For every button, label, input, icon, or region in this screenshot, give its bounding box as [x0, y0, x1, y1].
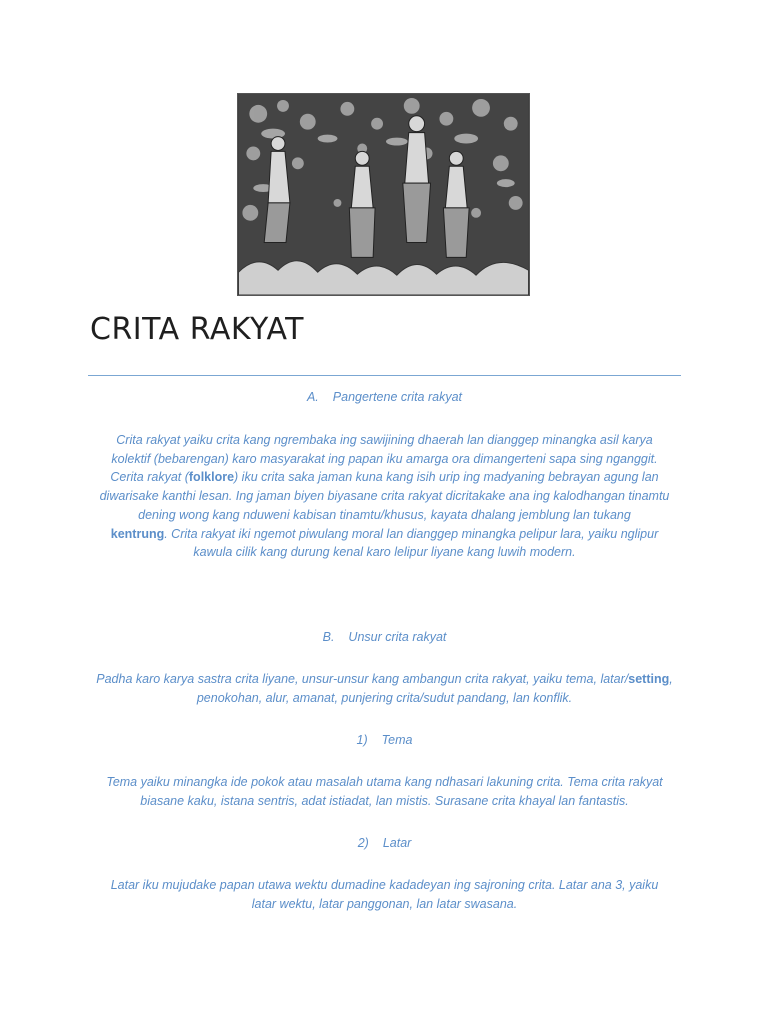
- term-folklore: folklore: [188, 470, 235, 485]
- text-line: kawula cilik kang durung kenal karo lelipur liyane kang luwih modern.: [193, 545, 576, 560]
- term-kentrung: kentrung: [110, 526, 165, 541]
- text-segment: Padha karo karya sastra crita liyane, unsur-unsur kang ambangun crita rakyat, yaiku tema, latar/: [96, 672, 629, 686]
- text-line: [88, 468, 681, 487]
- text-line: biasane kaku, istana sentris, adat istiadat, lan mistis. Surasane crita khayal lan fantastis.: [140, 793, 629, 808]
- title-divider: [88, 375, 681, 376]
- section-b-marker: B.: [322, 630, 335, 644]
- section-a-heading: [88, 388, 681, 407]
- text-line: latar wektu, latar panggonan, lan latar swasana.: [251, 896, 518, 911]
- text-line: dening wong kang nduweni kabisan tinamtu/khusus, kayata dhalang jemblung lan tukang: [138, 507, 631, 522]
- text-segment: ,: [669, 672, 673, 686]
- text-line: penokohan, alur, amanat, punjering crita/sudut pandang, lan konflik.: [196, 690, 573, 705]
- text-line: Crita rakyat yaiku crita kang ngrembaka ing sawijining dhaerah lan dianggep minangka asil karya: [116, 433, 653, 447]
- text-segment: Cerita rakyat (: [110, 470, 189, 485]
- section-a-heading-text: Pangertene crita rakyat: [332, 390, 463, 404]
- text-line: [88, 525, 681, 544]
- text-segment: . Crita rakyat iki ngemot piwulang moral lan dianggep minangka pelipur lara, yaiku nglipur: [164, 526, 659, 541]
- section-b-heading-text: Unsur crita rakyat: [348, 630, 447, 644]
- page-title: CRITA RAKYAT: [90, 312, 304, 347]
- item-1-heading-text: Tema: [381, 733, 413, 747]
- illustration-art: [238, 94, 529, 295]
- paragraph-definition: [88, 431, 681, 562]
- term-setting: setting: [628, 672, 670, 686]
- folk-tale-illustration: [237, 93, 530, 296]
- item-tema-heading: [88, 731, 681, 750]
- text-line: kolektif (bebarengan) karo masyarakat ing papan iku amarga ora dimangerteni sapa sing nganggit.: [111, 451, 658, 466]
- item-2-marker: 2): [357, 836, 369, 850]
- section-a-marker: A.: [306, 390, 319, 404]
- section-b-heading: [88, 628, 681, 647]
- text-line: [88, 670, 681, 689]
- item-2-heading-text: Latar: [382, 836, 412, 850]
- paragraph-latar: [88, 876, 681, 913]
- text-line: diwarisake kanthi lesan. Ing jaman biyen biyasane crita rakyat dicritakake ana ing kalodhangan tinamtu: [99, 489, 670, 504]
- item-1-marker: 1): [356, 733, 368, 747]
- text-segment: ) iku crita saka jaman kuna kang isih urip ing madyaning bebrayan agung lan: [234, 470, 659, 485]
- item-latar-heading: [88, 834, 681, 853]
- paragraph-elements: [88, 670, 681, 707]
- text-line: Latar iku mujudake papan utawa wektu dumadine kadadeyan ing sajroning crita. Latar ana 3, yaiku: [110, 878, 659, 892]
- paragraph-tema: [88, 773, 681, 810]
- text-line: Tema yaiku minangka ide pokok atau masalah utama kang ndhasari lakuning crita. Tema crita rakyat: [106, 775, 663, 789]
